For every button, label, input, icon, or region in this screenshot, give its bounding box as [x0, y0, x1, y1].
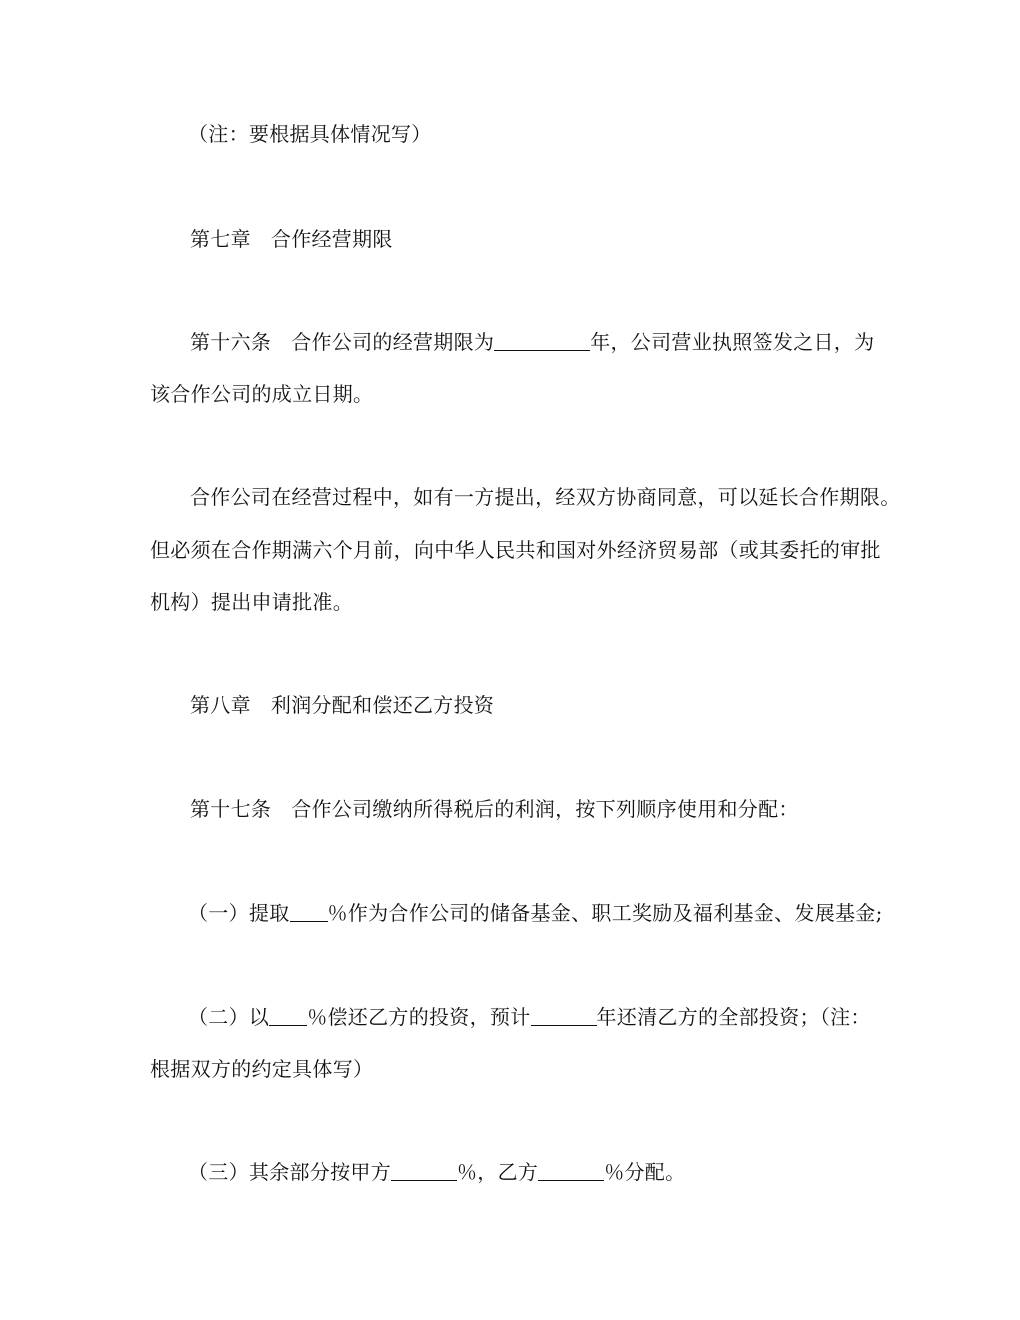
item2-line2-text: 根据双方的约定具体写） [150, 1057, 374, 1081]
chapter8-number: 第八章 [190, 693, 251, 717]
extension-line2 [150, 537, 881, 563]
item2-text-b: ％偿还乙方的投资，预计 [307, 1005, 531, 1029]
extension-line3-text: 机构）提出申请批准。 [150, 590, 353, 614]
item2-line2 [150, 1056, 875, 1082]
chapter8-heading [190, 692, 875, 718]
item1-line [188, 900, 883, 926]
article16-text-a: 合作公司的经营期限为 [291, 330, 495, 354]
extension-line1 [190, 484, 901, 510]
repay-percent-blank[interactable] [269, 1007, 307, 1026]
article16-line2 [150, 381, 875, 407]
item3-text-a: （三）其余部分按甲方 [188, 1160, 391, 1184]
article17-text: 合作公司缴纳所得税后的利润，按下列顺序使用和分配： [291, 797, 799, 821]
extension-line3 [150, 589, 875, 615]
note-top [188, 121, 878, 147]
item1-text-b: ％作为合作公司的储备基金、职工奖励及福利基金、发展基金; [327, 901, 883, 925]
item3-text-c: ％分配。 [604, 1160, 686, 1184]
article16-line2-text: 该合作公司的成立日期。 [150, 382, 374, 406]
chapter7-title: 合作经营期限 [270, 227, 393, 251]
term-years-blank[interactable] [494, 332, 590, 351]
article16-text-b: 年，公司营业执照签发之日，为 [590, 330, 875, 354]
item2-line1 [188, 1004, 878, 1030]
article16-line1 [190, 329, 875, 355]
note-top-text: （注：要根据具体情况写） [188, 122, 432, 146]
party-a-percent-blank[interactable] [391, 1162, 457, 1181]
chapter7-heading [190, 226, 875, 252]
extension-line1-text: 合作公司在经营过程中，如有一方提出，经双方协商同意，可以延长合作期限。 [190, 485, 901, 509]
reserve-percent-blank[interactable] [290, 903, 328, 922]
extension-line2-text: 但必须在合作期满六个月前，向中华人民共和国对外经济贸易部（或其委托的审批 [150, 538, 881, 562]
article16-number: 第十六条 [190, 330, 272, 354]
item2-text-c: 年还清乙方的全部投资；（注： [596, 1005, 871, 1029]
item1-text-a: （一）提取 [188, 901, 290, 925]
chapter8-title: 利润分配和偿还乙方投资 [270, 693, 495, 717]
repay-years-blank[interactable] [531, 1007, 597, 1026]
article17-line [190, 796, 875, 822]
article17-number: 第十七条 [190, 797, 272, 821]
item2-text-a: （二）以 [188, 1005, 270, 1029]
chapter7-number: 第七章 [190, 227, 251, 251]
item3-text-b: ％，乙方 [457, 1160, 539, 1184]
party-b-percent-blank[interactable] [538, 1162, 604, 1181]
item3-line [188, 1159, 878, 1185]
